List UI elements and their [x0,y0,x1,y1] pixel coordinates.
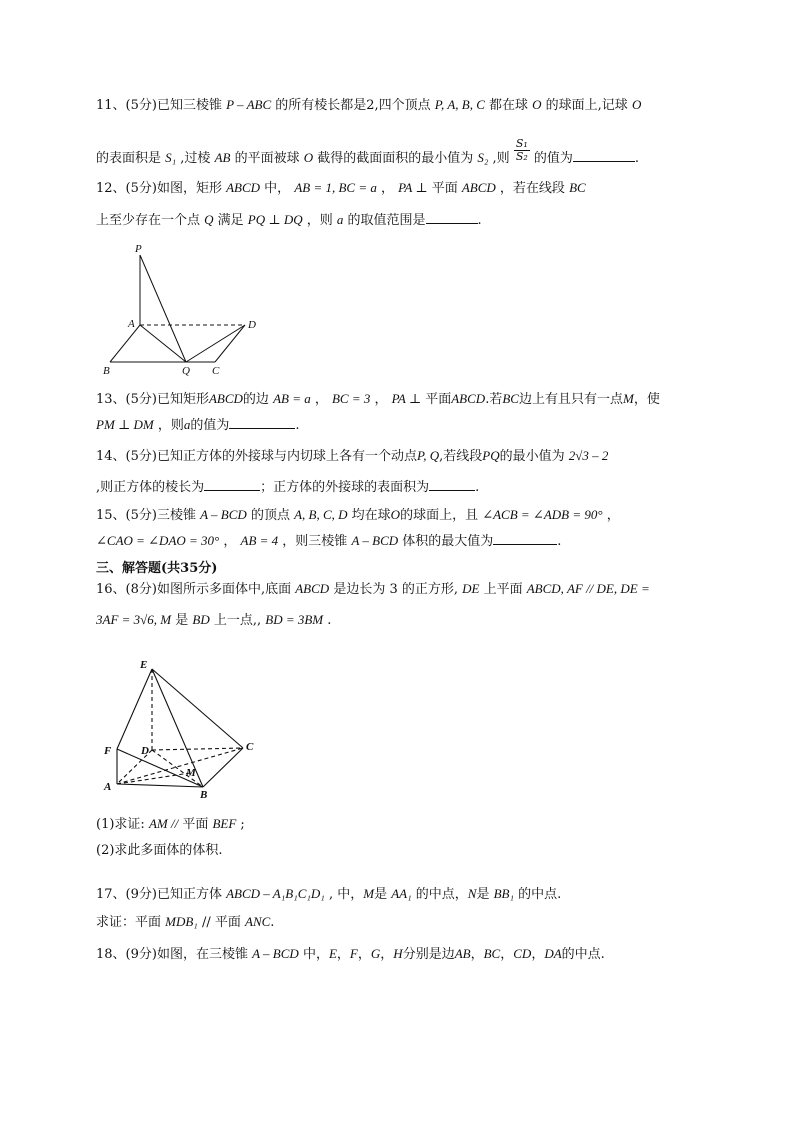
q16-text: 平面 [178,817,213,832]
q14-math: 2√3 – 2 [568,448,609,463]
q18-text: 18、(9分)如图，在三棱锥 [96,947,253,962]
label-B: B [103,365,110,377]
q11-text: 的所有棱长都是2,四个顶点 [271,98,435,113]
q18-text: ， [357,947,371,962]
q15-text: 均在球 [347,508,391,523]
q18-text: ， [470,947,484,962]
q15-math: O [390,507,401,522]
q17-text: 17、(9分)已知正方体 [96,887,227,902]
label-C: C [246,741,254,753]
q18-text: 的中点. [561,947,605,962]
q16-line1 [96,580,650,599]
q12-text: ，则 [302,213,337,228]
q15-line2 [96,532,561,551]
q11-text: 的球面上,记球 [541,98,632,113]
q15-text: 的球面上，且 [400,508,483,523]
label-B: B [200,789,208,801]
q18-text: 中， [298,947,329,962]
q16-math: BEF [212,816,237,831]
q11-text: 11、(5分)已知三棱锥 [96,98,227,113]
q14-math: P, Q [416,448,440,463]
q12-math: PQ ⊥ DQ [247,212,303,227]
q16-math: BD = 3BM [265,612,324,627]
q13-math: AB = a [273,391,311,406]
answer-blank[interactable] [429,478,475,491]
q12-math: ABCD [226,180,261,195]
q13-math: BC [502,391,519,406]
fraction-denominator: S₂ [515,150,528,163]
q18-line1 [96,945,605,964]
q16-math: BD [192,612,210,627]
q18-math: E [328,946,337,961]
q16-figure [100,652,270,802]
q13-text: 的边 [242,392,274,407]
answer-blank[interactable] [229,416,295,429]
q12-math: BC [569,180,586,195]
label-D: D [248,319,256,331]
q14-math: PQ [482,448,500,463]
q13-text: 13、(5分)已知矩形 [96,392,209,407]
q11-text: 截得的截面面积的最小值为 [313,151,478,166]
q12-math: AB = 1, BC = a [294,180,377,195]
q11-line1 [96,96,641,115]
q11-math: AB [214,150,231,165]
q15-math: A, B, C, D [294,507,348,522]
q18-math: CD [513,946,532,961]
q14-text: ,若线段 [439,449,483,464]
q13-math: ABCD [208,391,243,406]
q18-text: ， [380,947,394,962]
q17-text: , 中， [324,887,364,902]
q11-fraction [514,138,530,163]
q12-line2 [96,211,482,230]
q12-text: ， [376,181,399,196]
q12-text: . [477,213,482,228]
q16-text: ; [236,817,245,832]
q14-line2 [96,478,479,497]
q17-math: M [363,886,375,901]
q17-math: AA₁ [391,886,412,901]
q13-line2 [96,416,300,435]
q16-part2: (2)求此多面体的体积. [96,843,223,858]
q12-text: 平面 [427,181,462,196]
q12-math: PA ⊥ [398,180,428,195]
q13-math: PA ⊥ [391,391,422,406]
q16-math: ABCD [295,581,330,596]
q17-text: 是 [374,887,392,902]
q11-text: 的表面积是 [96,151,166,166]
q13-line1 [96,390,660,409]
q17-text: . [270,915,275,930]
q18-text: ， [531,947,545,962]
q13-math: M [622,391,634,406]
label-Q: Q [182,365,190,377]
q15-text: ，则三棱锥 [278,534,352,549]
q11-math: S₂ [477,150,489,165]
answer-blank[interactable] [493,532,557,545]
q12-text: 上至少存在一个点 [96,213,205,228]
q17-text: 求证：平面 [96,915,166,930]
q17-text: // 平面 [197,915,245,930]
label-D: D [141,745,149,757]
label-A: A [104,781,112,793]
q15-text: 15、(5分)三棱锥 [96,508,201,523]
answer-blank[interactable] [426,211,478,224]
q16-part1 [96,815,245,834]
label-A: A [128,318,135,330]
q11-text: ,过棱 [176,151,215,166]
q15-text: . [557,534,562,549]
label-E: E [140,659,148,671]
q16-text: 是 [171,613,193,628]
label-M: M [186,767,196,779]
q17-line2 [96,913,274,932]
q12-text: 满足 [213,213,248,228]
q16-text: 16、(8分)如图所示多面体中,底面 [96,582,296,597]
q17-math: MDB₁ [165,914,198,929]
q16-text: . [323,613,332,628]
q15-math: A – BCD [200,507,247,522]
q13-text: 平面 [421,392,452,407]
q12-text: 的取值范围是 [343,213,426,228]
q18-text: 分别是边 [402,947,455,962]
answer-blank[interactable] [204,478,260,491]
q18-math: H [393,946,403,961]
label-F: F [104,745,112,757]
label-C: C [212,365,220,377]
q15-text: ， [219,534,241,549]
q18-text: ， [500,947,514,962]
q16-text: 上一点,, [209,613,266,628]
q11-text: 的值为 [529,151,573,166]
q18-text: ， [336,947,350,962]
q16-math: ABCD, AF // DE, DE = [526,581,650,596]
q11-line2 [96,137,640,171]
q17-text: 的中点. [513,887,562,902]
q12-text: 中， [260,181,295,196]
q13-text: .若 [485,392,503,407]
q12-text: 12、(5分)如图，矩形 [96,181,227,196]
q14-line1 [96,447,608,466]
q15-text: ， [602,508,620,523]
q16-math: DE [462,581,480,596]
q15-math: ∠CAO = ∠DAO = 30° [96,533,220,548]
answer-blank[interactable] [573,149,635,162]
q14-text: 14、(5分)已知正方体的外接球与内切球上各有一个动点 [96,449,417,464]
q15-math: AB = 4 [240,533,279,548]
q12-math: ABCD [461,180,496,195]
q18-math: A – BCD [252,946,299,961]
q13-text: ， [310,392,332,407]
q15-math: ∠ACB = ∠ADB = 90° [482,507,603,522]
q17-math: N [467,886,477,901]
q12-text: ，若在线段 [495,181,570,196]
q16-text: 是边长为 3 的正方形, [329,582,463,597]
q17-text: 是 [476,887,494,902]
q13-text: . [295,418,300,433]
q14-text: ；正方体的外接球的表面积为 [260,480,430,495]
q15-math: A – BCD [351,533,399,548]
q15-line1 [96,506,620,525]
q11-text: ,则 [488,151,514,166]
q11-math: O [631,97,642,112]
q14-text: 的最小值为 [499,449,569,464]
q18-math: F [349,946,358,961]
q11-math: O [532,97,542,112]
q18-math: BC [483,946,501,961]
q11-math: S₁ [165,150,177,165]
q17-text: 的中点， [411,887,468,902]
q13-math: a [183,417,191,432]
q11-math: O [303,150,314,165]
q17-math: BB₁ [493,886,514,901]
section-heading: 三、解答题(共35分) [96,561,218,576]
label-P: P [135,243,142,255]
q13-text: ，则 [153,418,184,433]
q11-text: . [634,151,640,166]
q16-math: 3AF = 3√6, M [96,612,172,627]
q11-text: 的平面被球 [230,151,304,166]
q16-text: 上平面 [479,582,527,597]
q13-text: ， [370,392,392,407]
q16-line2 [96,611,331,630]
q13-math: ABCD [451,391,486,406]
fraction-numerator: S₁ [515,137,528,150]
q18-math: DA [544,946,562,961]
q12-figure [100,240,270,380]
q12-line1 [96,179,586,198]
q14-text: . [475,480,480,495]
q16-math: AM // [148,816,179,831]
q11-math: P – ABC [226,97,272,112]
q18-math: AB [454,946,471,961]
q13-math: BC = 3 [331,391,371,406]
q16-text: (1)求证: [96,817,149,832]
q17-line1 [96,885,561,904]
q13-math: PM ⊥ DM [96,417,154,432]
q15-text: 的顶点 [246,508,295,523]
q11-math: P, A, B, C [434,97,485,112]
q11-text: 都在球 [484,98,533,113]
q12-math: a [336,212,344,227]
q14-text: ,则正方体的棱长为 [96,480,205,495]
q17-math: ANC [245,914,271,929]
q13-text: 的值为 [190,418,230,433]
q17-math: ABCD – A₁B₁C₁D₁ [226,886,325,901]
q12-math: Q [204,212,214,227]
q18-math: G [370,946,381,961]
q13-text: 边上有且只有一点 [518,392,623,407]
q13-text: ，使 [633,392,660,407]
q15-text: 体积的最大值为 [398,534,494,549]
